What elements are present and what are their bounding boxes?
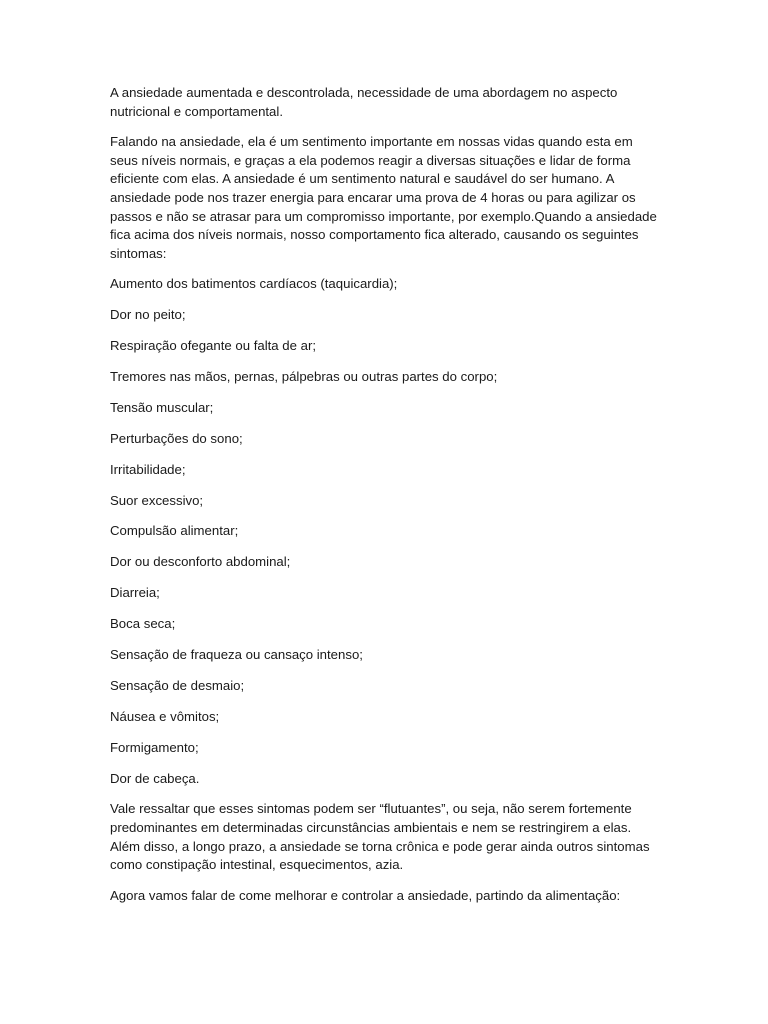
symptom-item: Dor de cabeça.	[110, 770, 200, 786]
symptom-item: Tensão muscular;	[110, 399, 214, 415]
symptom-item: Diarreia;	[110, 585, 160, 601]
symptom-item: Respiração ofegante ou falta de ar;	[110, 338, 317, 354]
symptom-item: Boca seca;	[110, 616, 176, 632]
symptom-item: Sensação de desmaio;	[110, 677, 245, 693]
symptom-item: Compulsão alimentar;	[110, 523, 239, 539]
fluctuating-symptoms-paragraph: Vale ressaltar que esses sintomas podem ser “flutuantes”, ou seja, não serem fortemente predominantes em determinadas circunstâncias ambientais e nem se restringirem a elas. Além disso, a longo prazo, a ansiedade se torna crônica e pode gerar ainda outros sintomas como constipação intestinal, esquecimentos, azia.	[110, 801, 650, 873]
symptom-item: Náusea e vômitos;	[110, 708, 220, 724]
symptom-item: Dor ou desconforto abdominal;	[110, 554, 291, 570]
symptom-item: Formigamento;	[110, 739, 199, 755]
anxiety-paragraph: Falando na ansiedade, ela é um sentimento importante em nossas vidas quando esta em seus níveis normais, e graças a ela podemos reagir a diversas situações e lidar de forma eficiente com elas. A ansiedade é um sentimento natural e saudável do ser humano. A ansiedade pode nos trazer energia para encarar uma prova de 4 horas ou para agilizar os passos e não se atrasar para um compromisso importante, por exemplo.Quando a ansiedade fica acima dos níveis normais, nosso comportamento fica alterado, causando os seguintes sintomas:	[110, 134, 657, 261]
symptom-item: Sensação de fraqueza ou cansaço intenso;	[110, 647, 363, 663]
symptom-item: Perturbações do sono;	[110, 430, 243, 446]
document-body	[110, 84, 662, 917]
symptom-item: Aumento dos batimentos cardíacos (taquicardia);	[110, 276, 398, 292]
symptom-item: Tremores nas mãos, pernas, pálpebras ou outras partes do corpo;	[110, 369, 498, 385]
symptom-item: Suor excessivo;	[110, 492, 204, 508]
intro-paragraph: A ansiedade aumentada e descontrolada, necessidade de uma abordagem no aspecto nutricional e comportamental.	[110, 85, 618, 119]
symptom-item: Dor no peito;	[110, 307, 186, 323]
symptom-item: Irritabilidade;	[110, 461, 186, 477]
closing-paragraph: Agora vamos falar de come melhorar e controlar a ansiedade, partindo da alimentação:	[110, 887, 621, 903]
